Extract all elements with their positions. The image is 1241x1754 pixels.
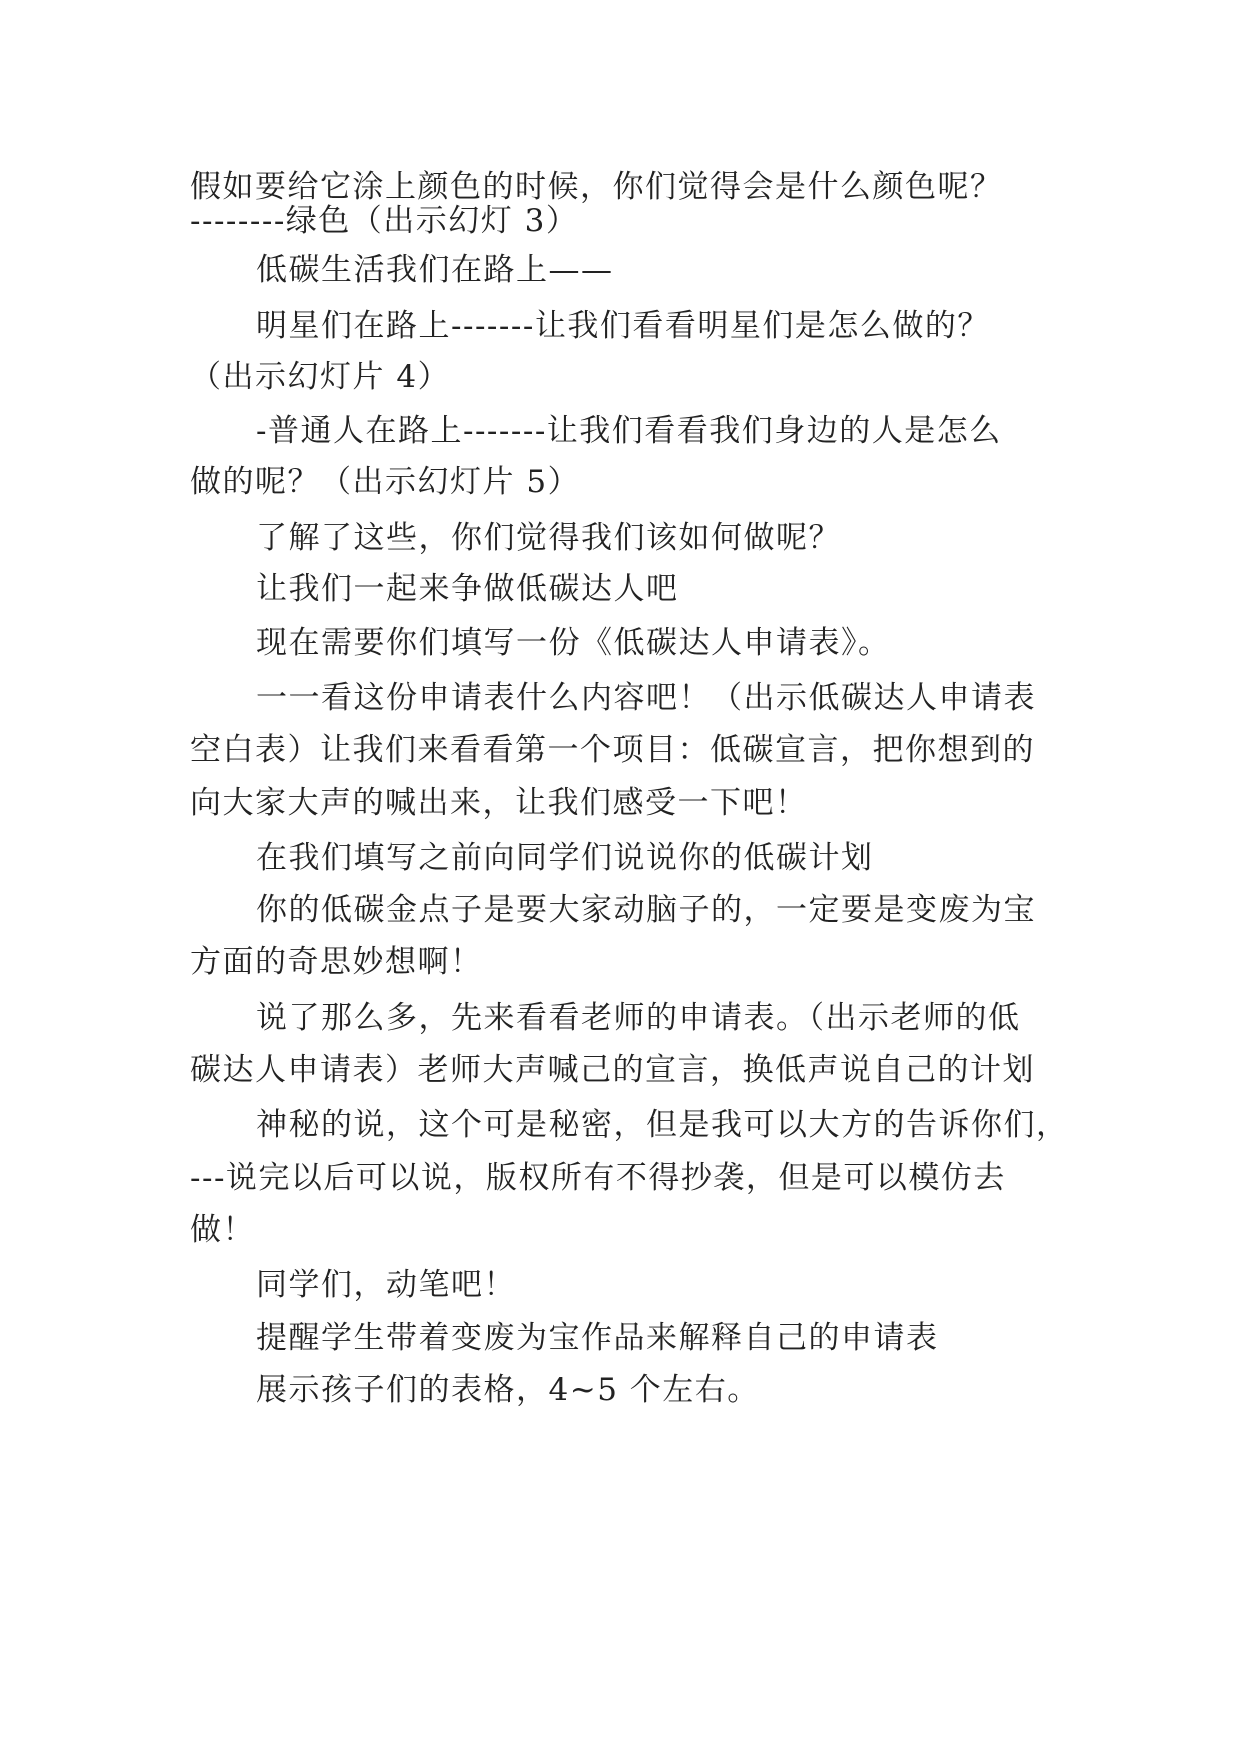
- text-line: 空白表）让我们来看看第一个项目：低碳宣言，把你想到的: [190, 732, 1035, 768]
- text-line: 同学们，动笔吧！: [256, 1267, 516, 1303]
- text-line: ---说完以后可以说，版权所有不得抄袭，但是可以模仿去: [190, 1160, 1006, 1196]
- text-line: 假如要给它涂上颜色的时候，你们觉得会是什么颜色呢？: [190, 169, 1003, 205]
- text-line: 现在需要你们填写一份《低碳达人申请表》。: [256, 625, 891, 661]
- text-line: 提醒学生带着变废为宝作品来解释自己的申请表: [256, 1320, 939, 1356]
- text-line: 低碳生活我们在路上——: [256, 252, 614, 288]
- text-line: 明星们在路上-------让我们看看明星们是怎么做的？: [256, 308, 990, 344]
- text-line: 方面的奇思妙想啊！: [190, 944, 483, 980]
- text-line: 说了那么多，先来看看老师的申请表。（出示老师的低: [256, 1000, 1021, 1036]
- text-line: 碳达人申请表）老师大声喊己的宣言，换低声说自己的计划: [190, 1052, 1035, 1088]
- text-line: 在我们填写之前向同学们说说你的低碳计划: [256, 840, 874, 876]
- text-line: 了解了这些，你们觉得我们该如何做呢？: [256, 520, 841, 556]
- text-line: （出示幻灯片 4）: [190, 359, 451, 395]
- text-line: --------绿色（出示幻灯 3）: [190, 203, 579, 239]
- text-line: -普通人在路上-------让我们看看我们身边的人是怎么: [256, 413, 1002, 449]
- text-line: 一一看这份申请表什么内容吧！（出示低碳达人申请表: [256, 680, 1036, 716]
- text-line: 神秘的说，这个可是秘密，但是我可以大方的告诉你们，: [256, 1107, 1069, 1143]
- text-line: 展示孩子们的表格，4~5 个左右。: [256, 1372, 760, 1408]
- text-line: 做的呢？（出示幻灯片 5）: [190, 464, 581, 500]
- text-line: 做！: [190, 1212, 255, 1248]
- text-line: 向大家大声的喊出来，让我们感受一下吧！: [190, 785, 808, 821]
- text-line: 让我们一起来争做低碳达人吧: [256, 571, 679, 607]
- text-line: 你的低碳金点子是要大家动脑子的，一定要是变废为宝: [256, 892, 1036, 928]
